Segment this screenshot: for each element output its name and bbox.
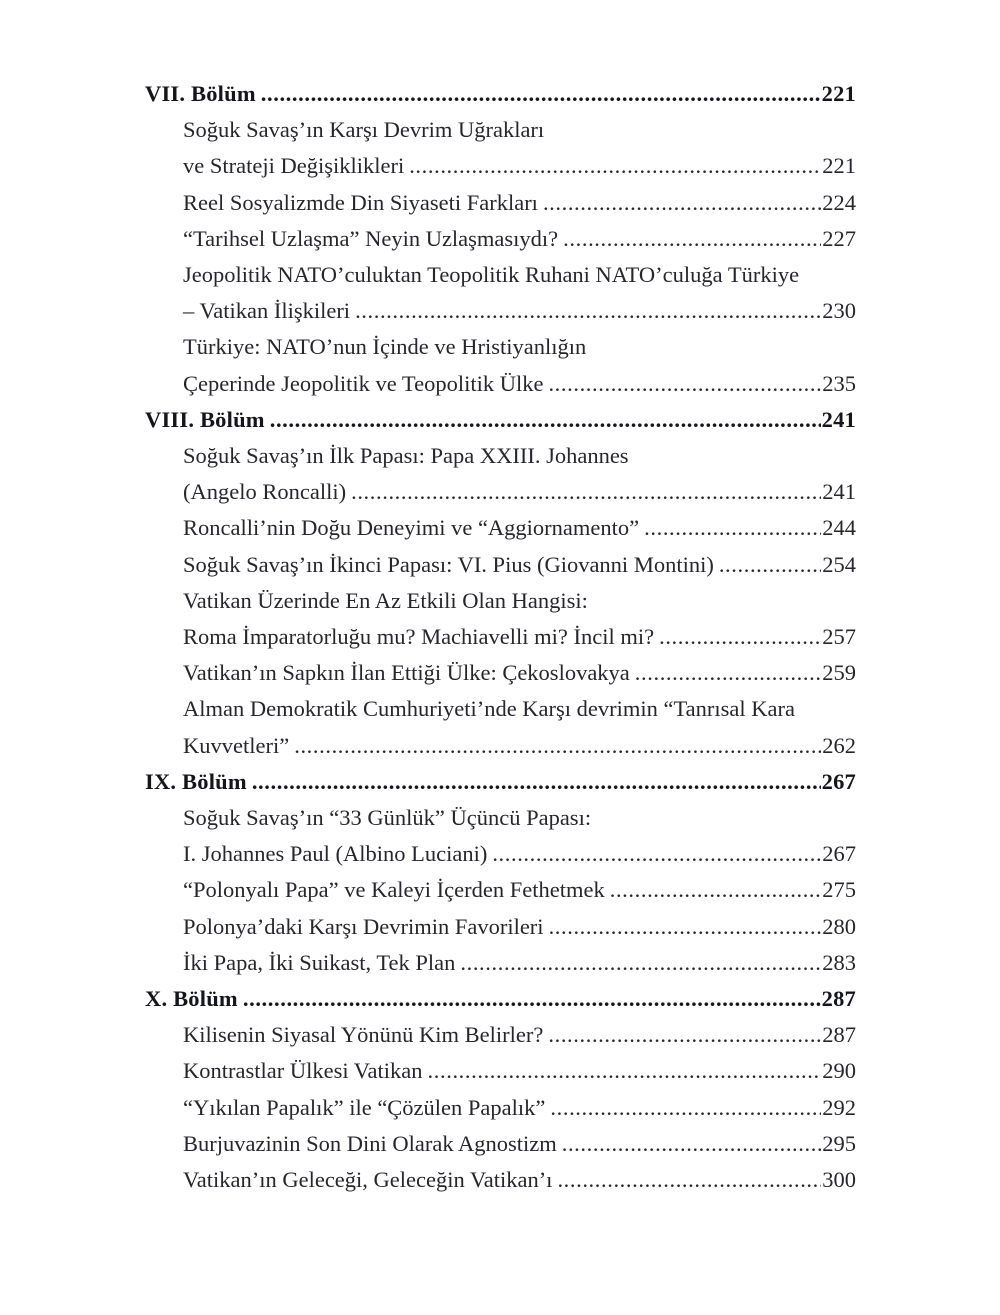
toc-entry-row — [145, 293, 856, 329]
toc-entry-row — [145, 221, 856, 257]
toc-entry-label: Roncalli’nin Doğu Deneyimi ve “Aggiornamento” — [183, 515, 640, 541]
toc-entry-label: Vatikan’ın Sapkın İlan Ettiği Ülke: Çekoslovakya — [183, 660, 630, 686]
dot-leader — [548, 1017, 821, 1053]
toc-entry-label: Kuvvetleri” — [183, 732, 290, 758]
toc-entry-page: 295 — [822, 1130, 856, 1156]
toc-entry-label: Vatikan’ın Geleceği, Geleceğin Vatikan’ı — [183, 1167, 553, 1193]
toc-entry-row — [145, 800, 856, 836]
toc-entry-label: I. Johannes Paul (Albino Luciani) — [183, 841, 488, 867]
dot-leader — [460, 945, 821, 981]
toc-entry-row — [145, 366, 856, 402]
toc-entry-page: 287 — [821, 986, 856, 1012]
toc-entry-label: IX. Bölüm — [145, 768, 247, 794]
toc-entry-label: Kilisenin Siyasal Yönünü Kim Belirler? — [183, 1022, 544, 1048]
toc-entry-row — [145, 547, 856, 583]
toc-chapter-row — [145, 981, 856, 1017]
toc-entry-page: 259 — [822, 660, 856, 686]
toc-entry-label: Soğuk Savaş’ın “33 Günlük” Üçüncü Papası: — [183, 805, 592, 831]
toc-entry-page: 287 — [822, 1022, 856, 1048]
toc-entry-row — [145, 655, 856, 691]
toc-entry-page: 275 — [822, 877, 856, 903]
toc-entry-label: VIII. Bölüm — [145, 406, 265, 432]
toc-entry-row — [145, 1017, 856, 1053]
toc-entry-label: “Yıkılan Papalık” ile “Çözülen Papalık” — [183, 1094, 546, 1120]
dot-leader — [719, 547, 821, 583]
toc-entry-row — [145, 185, 856, 221]
toc-entry-row — [145, 583, 856, 619]
toc-entry-label: Kontrastlar Ülkesi Vatikan — [183, 1058, 423, 1084]
toc-entry-row — [145, 1053, 856, 1089]
dot-leader — [355, 293, 821, 329]
toc-entry-label: Soğuk Savaş’ın İkinci Papası: VI. Pius (Giovanni Montini) — [183, 551, 714, 577]
dot-leader — [563, 221, 821, 257]
dot-leader — [635, 655, 821, 691]
toc-entry-label: Soğuk Savaş’ın Karşı Devrim Uğrakları — [183, 117, 545, 143]
table-of-contents — [145, 76, 856, 1198]
toc-entry-page: 227 — [822, 225, 856, 251]
toc-entry-row — [145, 148, 856, 184]
toc-entry-page: 244 — [822, 515, 856, 541]
toc-entry-row — [145, 619, 856, 655]
toc-entry-row — [145, 329, 856, 365]
toc-entry-row — [145, 257, 856, 293]
toc-entry-label: – Vatikan İlişkileri — [183, 298, 351, 324]
dot-leader — [550, 1090, 821, 1126]
toc-entry-page: 221 — [822, 153, 856, 179]
toc-entry-label: Vatikan Üzerinde En Az Etkili Olan Hangisi: — [183, 587, 588, 613]
toc-entry-row — [145, 1162, 856, 1198]
dot-leader — [549, 909, 822, 945]
toc-entry-row — [145, 510, 856, 546]
dot-leader — [409, 148, 821, 184]
toc-entry-page: 221 — [821, 81, 856, 106]
dot-leader — [243, 981, 821, 1017]
toc-entry-page: 300 — [822, 1167, 856, 1193]
dot-leader — [252, 764, 821, 800]
toc-entry-label: Burjuvazinin Son Dini Olarak Agnostizm — [183, 1130, 557, 1156]
toc-entry-row — [145, 691, 856, 727]
dot-leader — [492, 836, 821, 872]
toc-entry-page: 262 — [822, 732, 856, 758]
toc-entry-label: “Polonyalı Papa” ve Kaleyi İçerden Fethetmek — [183, 877, 605, 903]
toc-entry-label: Çeperinde Jeopolitik ve Teopolitik Ülke — [183, 370, 544, 396]
toc-entry-row — [145, 438, 856, 474]
toc-entry-page: 267 — [821, 768, 856, 794]
toc-entry-label: “Tarihsel Uzlaşma” Neyin Uzlaşmasıydı? — [183, 225, 559, 251]
toc-entry-page: 235 — [822, 370, 856, 396]
dot-leader — [659, 619, 821, 655]
toc-entry-row — [145, 836, 856, 872]
toc-entry-label: X. Bölüm — [145, 986, 238, 1012]
toc-entry-row — [145, 728, 856, 764]
toc-entry-row — [145, 945, 856, 981]
toc-entry-label: Alman Demokratik Cumhuriyeti’nde Karşı devrimin “Tanrısal Kara — [183, 696, 795, 722]
toc-entry-page: 224 — [822, 189, 856, 215]
toc-chapter-row — [145, 76, 856, 112]
dot-leader — [261, 76, 821, 112]
dot-leader — [644, 510, 821, 546]
toc-entry-label: Soğuk Savaş’ın İlk Papası: Papa XXIII. Johannes — [183, 443, 629, 469]
dot-leader — [610, 872, 822, 908]
toc-entry-row — [145, 474, 856, 510]
toc-entry-page: 241 — [822, 479, 856, 505]
toc-entry-label: Polonya’daki Karşı Devrimin Favorileri — [183, 913, 544, 939]
toc-entry-label: ve Strateji Değişiklikleri — [183, 153, 405, 179]
toc-chapter-row — [145, 764, 856, 800]
dot-leader — [548, 366, 821, 402]
toc-entry-row — [145, 1126, 856, 1162]
toc-entry-page: 292 — [822, 1094, 856, 1120]
toc-entry-page: 290 — [822, 1058, 856, 1084]
toc-entry-label: Jeopolitik NATO’culuktan Teopolitik Ruhani NATO’culuğa Türkiye — [183, 262, 800, 288]
toc-entry-label: Roma İmparatorluğu mu? Machiavelli mi? İncil mi? — [183, 624, 655, 650]
toc-entry-label: Türkiye: NATO’nun İçinde ve Hristiyanlığın — [183, 334, 587, 360]
dot-leader — [543, 185, 821, 221]
toc-entry-page: 257 — [822, 624, 856, 650]
toc-entry-row — [145, 872, 856, 908]
toc-entry-label: (Angelo Roncalli) — [183, 479, 347, 505]
toc-entry-page: 267 — [822, 841, 856, 867]
dot-leader — [562, 1126, 822, 1162]
dot-leader — [270, 402, 821, 438]
toc-entry-row — [145, 1090, 856, 1126]
toc-entry-page: 241 — [821, 406, 856, 432]
toc-entry-label: VII. Bölüm — [145, 81, 256, 106]
toc-entry-page: 280 — [822, 913, 856, 939]
toc-entry-page: 283 — [822, 949, 856, 975]
toc-entry-label: İki Papa, İki Suikast, Tek Plan — [183, 949, 456, 975]
dot-leader — [557, 1162, 821, 1198]
toc-entry-page: 254 — [822, 551, 856, 577]
dot-leader — [428, 1053, 822, 1089]
toc-chapter-row — [145, 402, 856, 438]
dot-leader — [351, 474, 821, 510]
dot-leader — [294, 728, 821, 764]
toc-entry-page: 230 — [822, 298, 856, 324]
toc-entry-row — [145, 112, 856, 148]
toc-entry-label: Reel Sosyalizmde Din Siyaseti Farkları — [183, 189, 538, 215]
toc-entry-row — [145, 909, 856, 945]
